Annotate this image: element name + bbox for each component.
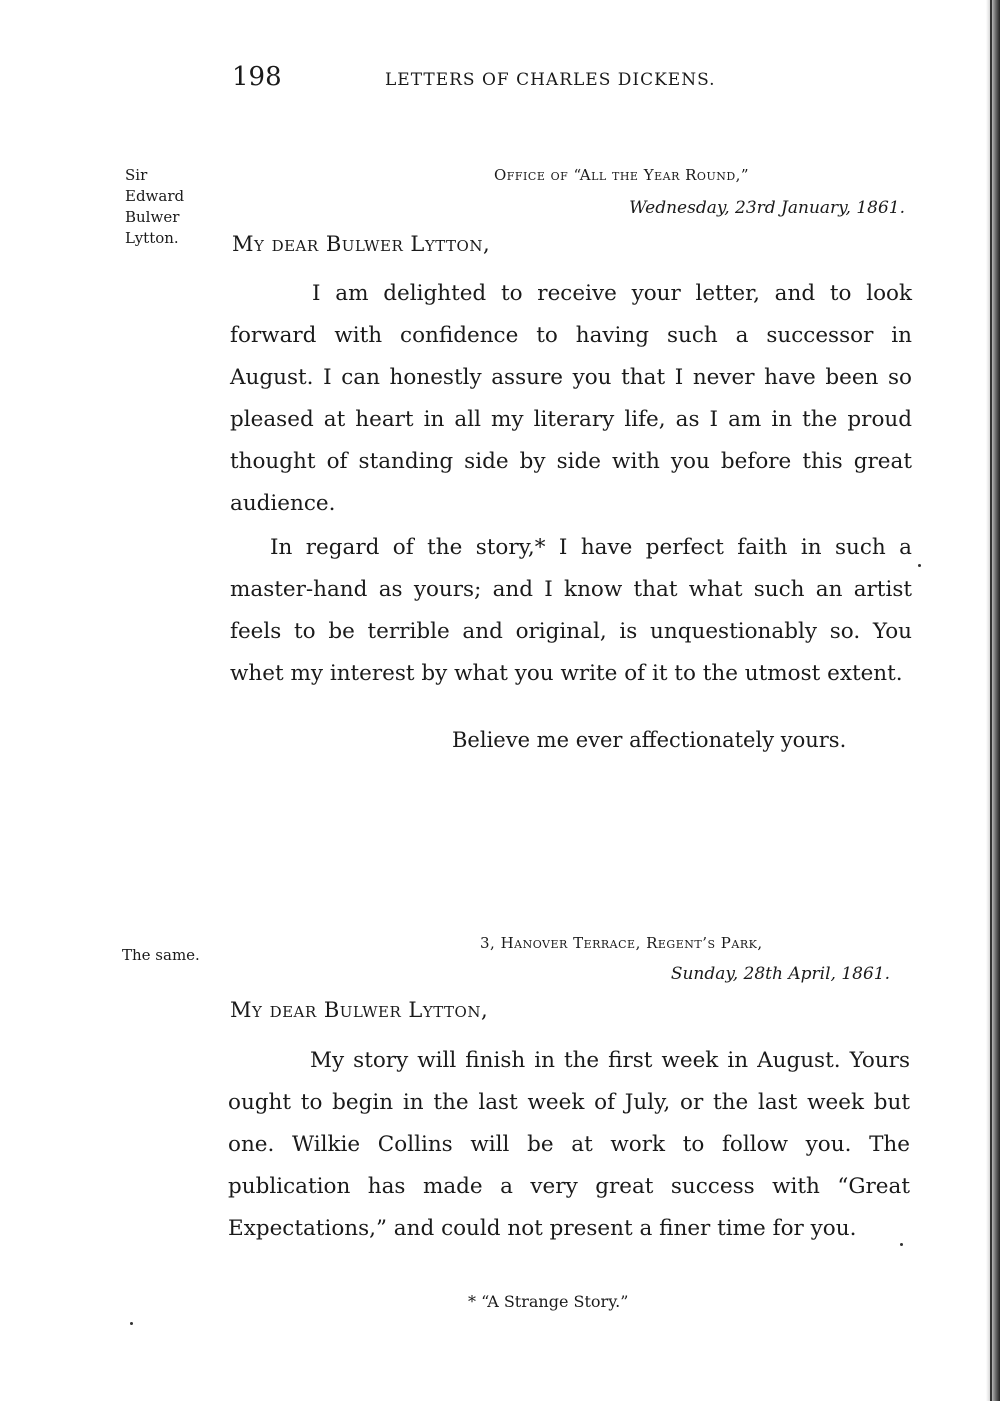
letter2-salutation: My dear Bulwer Lytton, [230, 998, 489, 1022]
margin-note-recipient [125, 165, 184, 249]
page-number: 198 [232, 62, 282, 92]
page-edge-shadow [986, 0, 1000, 1401]
letter1-paragraph: In regard of the story,* I have perfect faith in such a master-hand as yours; and I know that what such an artist feels to be terrible and original, is unquestionably so. You whet my interest by what you write of it to the utmost extent. [230, 535, 912, 686]
margin-note-line: Sir [125, 166, 148, 184]
margin-note-same: The same. [122, 946, 200, 964]
margin-note-line: Edward [125, 187, 185, 205]
letter2-date: Sunday, 28th April, 1861. [670, 964, 890, 984]
letter1-salutation: My dear Bulwer Lytton, [232, 232, 491, 256]
letter1-paragraph: I am delighted to receive your letter, and to look forward with confidence to having such a successor in August. I can honestly assure you that I never have been so pleased at heart in all my literary life, as I am in the proud thought of standing side by side with you before this great audience. [230, 281, 912, 516]
print-speck [900, 1243, 903, 1246]
margin-note-line: Lytton. [125, 229, 179, 247]
letter2-paragraph: My story will finish in the first week in August. Yours ought to begin in the last week of July, or the last week but one. Wilkie Collins will be at work to follow you. The publication has made a very great success with “Great Expectations,” and could not present a finer time for you. [228, 1048, 910, 1241]
page-edge-line [990, 0, 992, 1401]
letter1-closing: Believe me ever affectionately yours. [452, 728, 847, 752]
print-speck [918, 564, 921, 567]
letter1-date: Wednesday, 23rd January, 1861. [629, 198, 905, 218]
footnote: * “A Strange Story.” [468, 1292, 629, 1311]
print-speck [130, 1322, 133, 1325]
margin-note-line: Bulwer [125, 208, 180, 226]
letter1-address: Office of “All the Year Round,” [494, 166, 750, 184]
running-title: LETTERS OF CHARLES DICKENS. [385, 70, 716, 90]
letter2-address: 3, Hanover Terrace, Regent’s Park, [480, 934, 763, 952]
